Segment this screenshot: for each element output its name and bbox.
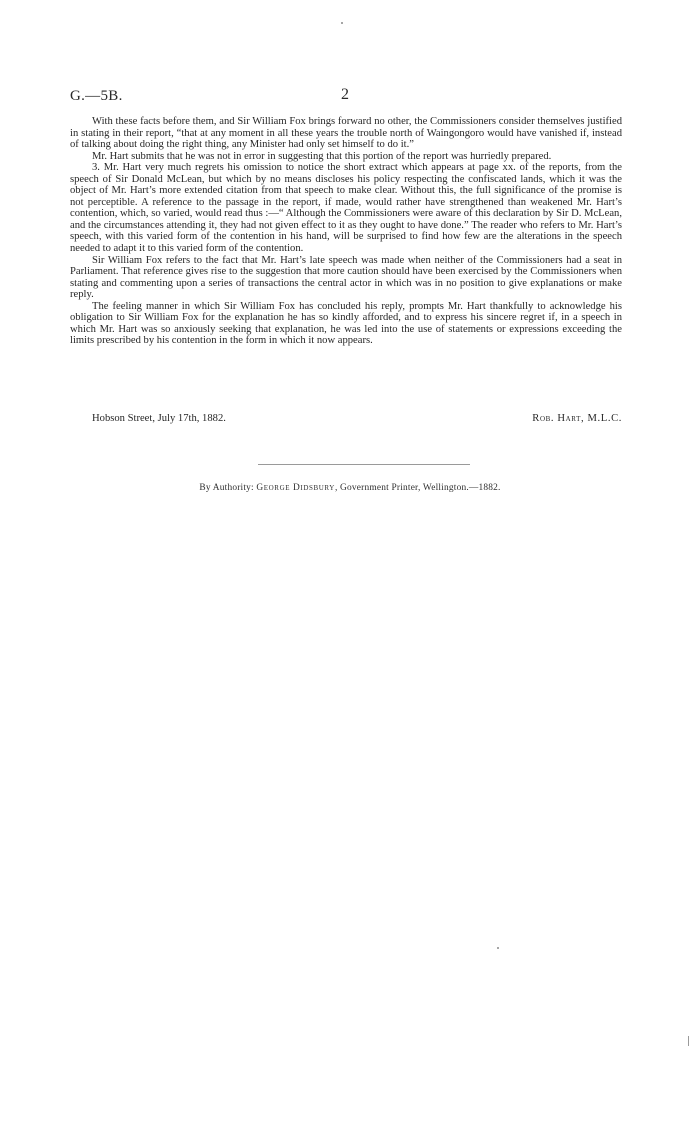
- printer-name: George Didsbury: [256, 483, 335, 493]
- page-edge-mark: [688, 1036, 689, 1046]
- imprint-suffix: , Government Printer, Wellington.—1882.: [334, 483, 501, 493]
- signatory: Rob. Hart, M.L.C.: [532, 413, 622, 424]
- printer-imprint: [0, 483, 700, 493]
- paragraph-facts: With these facts before them, and Sir William Fox brings forward no other, the Commissioners consider themselves justified in stating in their report, “that at any moment in all these years the trouble north of Waingongoro would have vanished if, instead of talking about doing the right thing, any Minister had only set himself to do it.”: [70, 116, 622, 151]
- page-number: 2: [341, 86, 349, 103]
- place-date: Hobson Street, July 17th, 1882.: [92, 413, 226, 424]
- document-reference: G.—5B.: [70, 88, 123, 104]
- divider-rule: [258, 464, 470, 465]
- paragraph-parliament-seat: Sir William Fox refers to the fact that Mr. Hart’s late speech was made when neither of the Commissioners had a seat in Parliament. That reference gives rise to the suggestion that more caution should have been exercised by the Commissioners when stating and commenting upon a series of transactions the central actor in which was in no position to give explanations or make reply.: [70, 254, 622, 301]
- paragraph-acknowledgement: The feeling manner in which Sir William Fox has concluded his reply, prompts Mr. Hart thankfully to acknowledge his obligation to Sir William Fox for the explanation he has so kindly afforded, and to express his sincere regret if, in a speech in which Mr. Hart was so anxiously seeking that explanation, he was led into the use of statements or expressions exceeding the limits prescribed by his contention in the form in which it now appears.: [70, 300, 622, 347]
- paragraph-hurriedly-prepared: Mr. Hart submits that he was not in error in suggesting that this portion of the report was hurriedly prepared.: [92, 150, 552, 162]
- imprint-prefix: By Authority:: [199, 483, 254, 493]
- paper-speck: [341, 22, 343, 24]
- body-text: [70, 116, 622, 347]
- signature-line: [92, 413, 622, 425]
- paragraph-mclean-extract: 3. Mr. Hart very much regrets his omission to notice the short extract which appears at page xx. of the reports, from the speech of Sir Donald McLean, but which by no means discloses his policy respecting the confiscated lands, which it was the object of Mr. Hart’s more extended citation from that speech to make clear. Without this, the full significance of the promise is not perceptible. A reference to the passage in the report, if made, would rather have strengthened than weakened Mr. Hart’s contention, which, so varied, would read thus :—“ Although the Commissioners were aware of this declaration by Sir D. McLean, and the circumstances attending it, they had not given effect to it as they ought to have done.” The reader who refers to Mr. Hart’s speech, with this varied form of the contention in his hand, will be surprised to find how few are the alterations in the speech needed to adapt it to this varied form of the contention.: [70, 162, 622, 255]
- paper-speck: [497, 947, 499, 949]
